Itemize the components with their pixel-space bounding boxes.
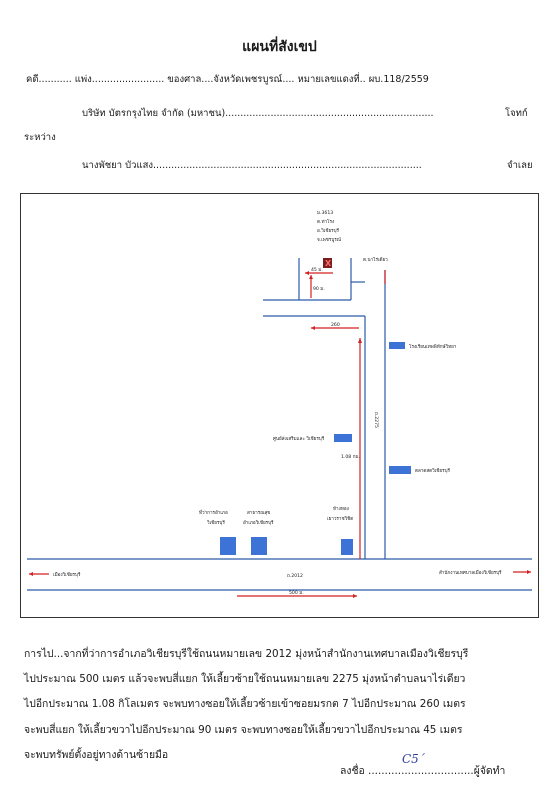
plaintiff-name: บริษัท บัตรกรุงไทย จำกัด (มหาชน).....................................................................: [82, 108, 434, 119]
health-office-label-1: สาธารณสุข: [247, 511, 271, 516]
signature-mark: C5´: [402, 752, 425, 766]
gold-shop-building: [341, 539, 353, 555]
road-to-nairai-label: ต.นาไร่เดียว: [363, 258, 388, 263]
dist-500m: 500 ม.: [289, 591, 304, 596]
signature-line: ลงชื่อ ................................ผู้จัดทำ: [340, 765, 506, 777]
directions-text: [24, 642, 539, 768]
arrow-260-head: [311, 326, 315, 330]
property-label-2: ต.ท่าโรง: [317, 220, 335, 225]
gold-shop-label-2: เยาวราชวิชิต: [327, 517, 354, 522]
page-title: แผนที่สังเขป: [242, 39, 317, 55]
market-building: [389, 466, 411, 474]
arrow-108km-head: [358, 338, 362, 343]
directions-line-1: การไป...จากที่ว่าการอำเภอวิเชียรบุรีใช้ถนนหมายเลข 2012 มุ่งหน้าสำนักงานเทศบาลเมืองวิเชียรบุรี: [24, 648, 469, 660]
between-label: ระหว่าง: [24, 132, 56, 143]
district-office-building: [220, 537, 236, 555]
center-label: ศูนย์ส่งเสริมและ วิเชียรบุรี: [273, 437, 325, 442]
dist-108km: 1.08 กม.: [341, 455, 360, 460]
dist-260: 260: [331, 323, 340, 328]
to-right-office: สำนักงานเทศบาลเมืองวิเชียรบุรี: [439, 571, 502, 576]
school-label: โรงเรียนเทพพิทักษ์วิทยา: [409, 345, 457, 350]
plaintiff-role: โจทก์: [505, 108, 528, 119]
to-left-town: เมืองวิเชียรบุรี: [53, 573, 81, 578]
health-office-label-2: อำเภอวิเชียรบุรี: [243, 521, 274, 526]
road-2012-label: ถ.2012: [287, 574, 303, 579]
arrow-left-town-head: [29, 572, 33, 576]
directions-line-5: จะพบทรัพย์ตั้งอยู่ทางด้านซ้ายมือ: [24, 748, 169, 761]
arrow-90m-head: [309, 275, 313, 279]
arrow-500m-head: [353, 594, 357, 598]
property-marker-x: X: [325, 259, 332, 268]
case-line: คดี........... แพ่ง........................ ของศาล....จังหวัดเพชรบูรณ์.... หมายเลขแดงที่.. ผบ.118/2559: [26, 74, 429, 85]
route-map: [21, 194, 538, 617]
directions-line-4: จะพบสี่แยก ให้เลี้ยวขวาไปอีกประมาณ 90 เมตร จะพบทางซอยให้เลี้ยวขวาไปอีกประมาณ 45 เมตร: [24, 723, 463, 736]
dist-90m: 90 ม.: [313, 287, 325, 292]
center-building: [334, 434, 352, 442]
road-2275-label: ถ.2275: [373, 412, 378, 428]
arrow-right-office-head: [527, 570, 531, 574]
gold-shop-label-1: ห้างทอง: [333, 507, 349, 512]
market-label: ตลาดสดวิเชียรบุรี: [415, 469, 450, 474]
defendant-name: นางพัชยา บัวแสง.........................................................................................: [82, 160, 422, 171]
health-office-building: [251, 537, 267, 555]
district-office-label-1: ที่ว่าการอำเภอ: [199, 511, 228, 516]
map-frame: [20, 193, 539, 618]
property-label-4: จ.เพชรบูรณ์: [317, 238, 341, 243]
property-label-3: อ.วิเชียรบุรี: [317, 229, 340, 234]
arrow-45m-head: [305, 271, 309, 275]
dist-45m: 45 ม.: [311, 268, 323, 273]
directions-line-2: ไปประมาณ 500 เมตร แล้วจะพบสี่แยก ให้เลี้ยวซ้ายใช้ถนนหมายเลข 2275 มุ่งหน้าตำบลนาไร่เดียว: [24, 673, 466, 686]
school-building: [389, 342, 405, 349]
directions-line-3: ไปอีกประมาณ 1.08 กิโลเมตร จะพบทางซอยให้เลี้ยวซ้ายเข้าซอยมรกต 7 ไปอีกประมาณ 260 เมตร: [24, 698, 466, 711]
defendant-role: จำเลย: [507, 160, 533, 171]
property-label-1: ม.3613: [317, 211, 334, 216]
district-office-label-2: วิเชียรบุรี: [207, 521, 225, 526]
